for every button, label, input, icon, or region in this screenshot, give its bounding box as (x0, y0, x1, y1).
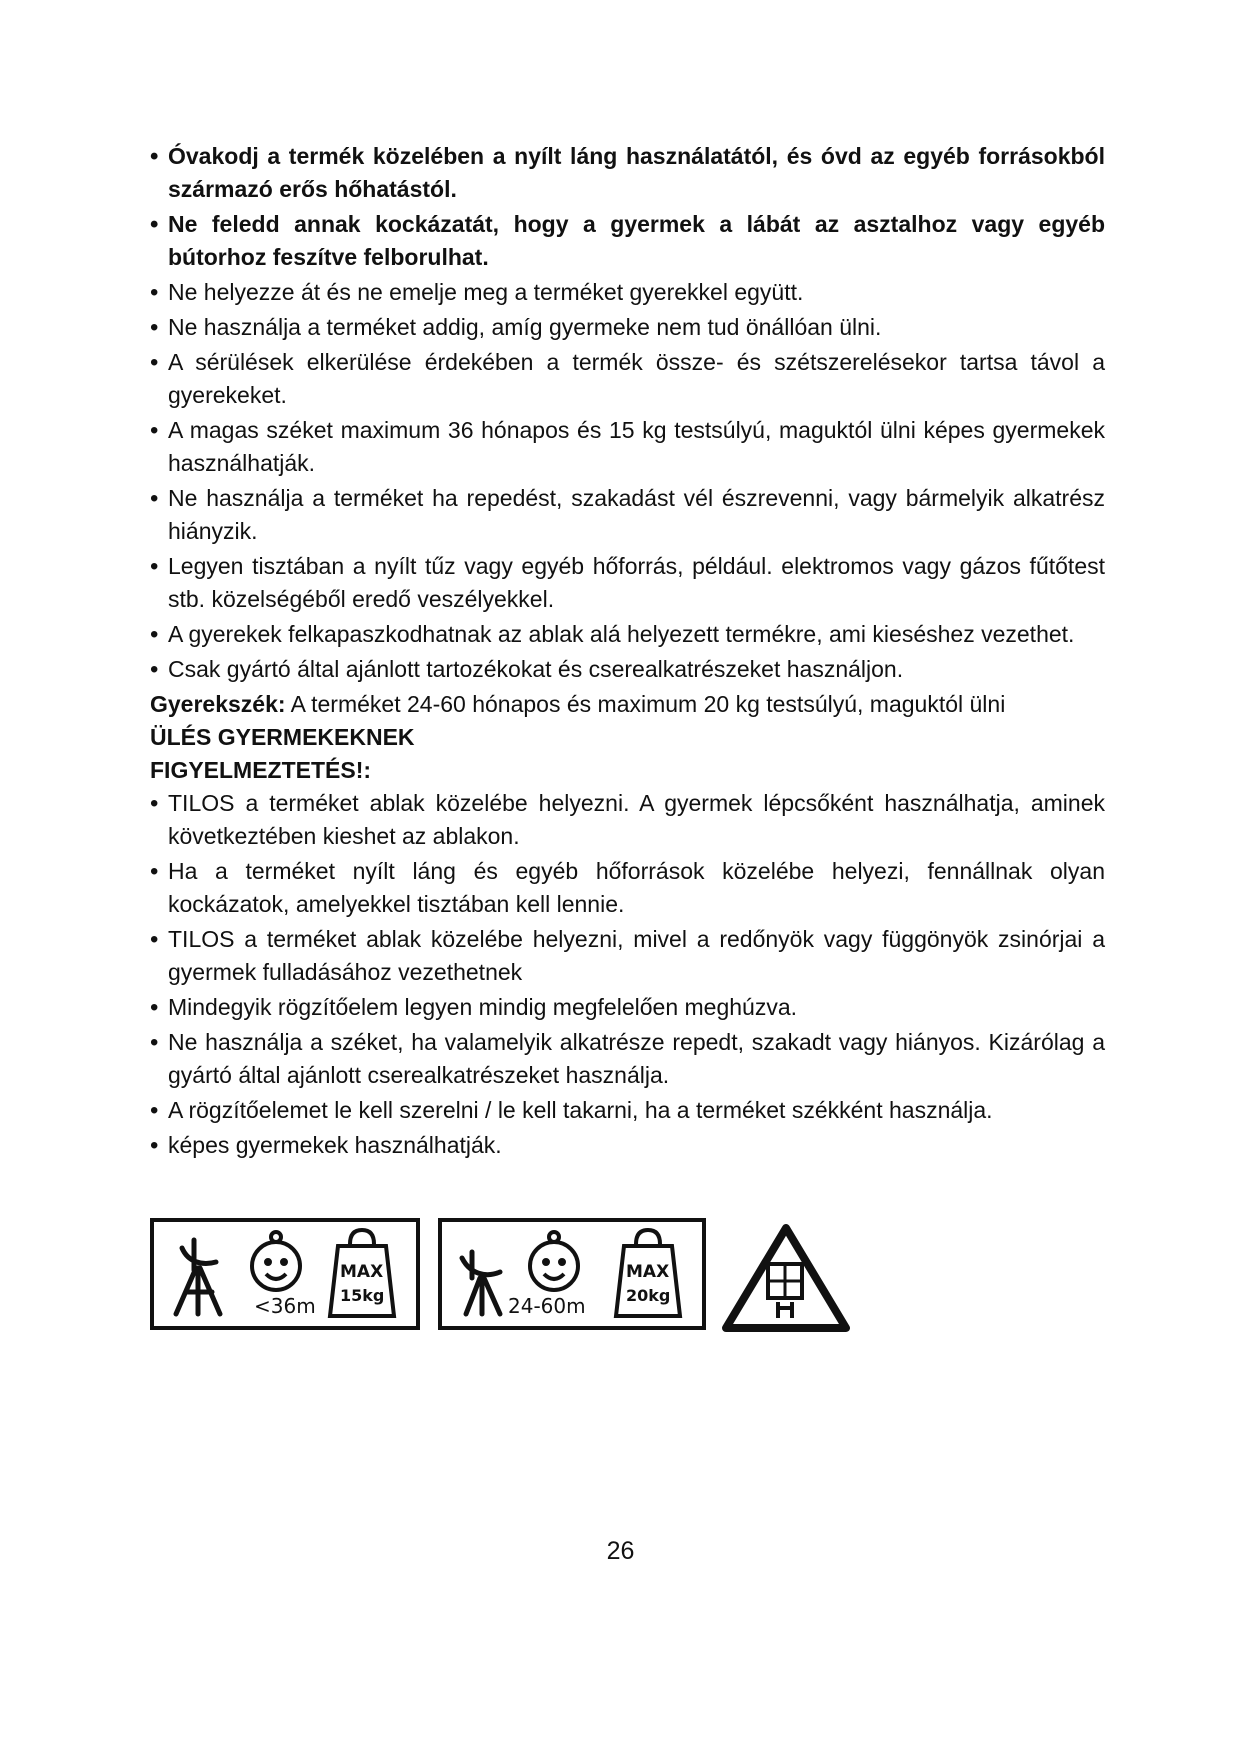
highchair-pictogram (150, 1218, 420, 1330)
warning-item: • Csak gyártó által ajánlott tartozékokat és cserealkatrészeket használjon. (150, 653, 1105, 686)
warning-item: • Ha a terméket nyílt láng és egyéb hőforrások közelébe helyezi, fennállnak olyan kockázatok, amelyekkel tisztában kell lennie. (150, 855, 1105, 921)
warning-item: • A gyerekek felkapaszkodhatnak az ablak alá helyezett termékre, ami kieséshez vezethet. (150, 618, 1105, 651)
warning-item: • A sérülések elkerülése érdekében a termék össze- és szétszerelésekor tartsa távol a gyerekeket. (150, 346, 1105, 412)
warning-item: • TILOS a terméket ablak közelébe helyezni, mivel a redőnyök vagy függönyök zsinórjai a gyermek fulladásához vezethetnek (150, 923, 1105, 989)
highchair-age-label: <36m (254, 1294, 316, 1318)
warning-item: • Mindegyik rögzítőelem legyen mindig megfelelően meghúzva. (150, 991, 1105, 1024)
window-warning-icon (720, 1222, 852, 1334)
warning-item: • TILOS a terméket ablak közelébe helyezni. A gyermek lépcsőként használhatja, aminek következtében kieshet az ablakon. (150, 787, 1105, 853)
warning-list-top (150, 140, 1105, 686)
child-chair-text: A terméket 24-60 hónapos és maximum 20 kg testsúlyú, maguktól ülni (285, 691, 1006, 717)
warning-item: • Ne helyezze át és ne emelje meg a terméket gyerekkel együtt. (150, 276, 1105, 309)
page-content (150, 140, 1105, 1164)
baby-face-icon-2 (530, 1232, 578, 1290)
highchair-weight-label: 15kg (340, 1286, 385, 1305)
chair-max-label: MAX (626, 1262, 670, 1282)
section-heading-warning: FIGYELMEZTETÉS!: (150, 757, 372, 783)
child-chair-label: Gyerekszék: (150, 691, 286, 717)
warning-list-bottom (150, 787, 1105, 1162)
chair-pictogram (438, 1218, 706, 1330)
page-number: 26 (606, 1537, 635, 1565)
child-chair-paragraph (150, 688, 1105, 721)
warning-item: • képes gyermekek használhatják. (150, 1129, 1105, 1162)
warning-item: • Ne feledd annak kockázatát, hogy a gyermek a lábát az asztalhoz vagy egyéb bútorhoz feszítve felborulhat. (150, 208, 1105, 274)
highchair-max-label: MAX (340, 1262, 384, 1282)
section-heading-seat: ÜLÉS GYERMEKEKNEK (150, 724, 415, 750)
chair-weight-label: 20kg (626, 1286, 671, 1305)
warning-item: • Ne használja a terméket addig, amíg gyermeke nem tud önállóan ülni. (150, 311, 1105, 344)
baby-face-icon (252, 1232, 300, 1290)
pictogram-row (150, 1218, 950, 1338)
warning-item: • Óvakodj a termék közelében a nyílt láng használatától, és óvd az egyéb forrásokból származó erős hőhatástól. (150, 140, 1105, 206)
warning-item: • A magas széket maximum 36 hónapos és 15 kg testsúlyú, maguktól ülni képes gyermekek használhatják. (150, 414, 1105, 480)
chair-age-label: 24-60m (508, 1294, 586, 1318)
warning-item: • Ne használja a széket, ha valamelyik alkatrésze repedt, szakadt vagy hiányos. Kizárólag a gyártó által ajánlott cserealkatrészeket használja. (150, 1026, 1105, 1092)
warning-item: • Ne használja a terméket ha repedést, szakadást vél észrevenni, vagy bármelyik alkatrész hiányzik. (150, 482, 1105, 548)
warning-item: • Legyen tisztában a nyílt tűz vagy egyéb hőforrás, például. elektromos vagy gázos fűtőtest stb. közelségéből eredő veszélyekkel. (150, 550, 1105, 616)
warning-item: • A rögzítőelemet le kell szerelni / le kell takarni, ha a terméket székként használja. (150, 1094, 1105, 1127)
